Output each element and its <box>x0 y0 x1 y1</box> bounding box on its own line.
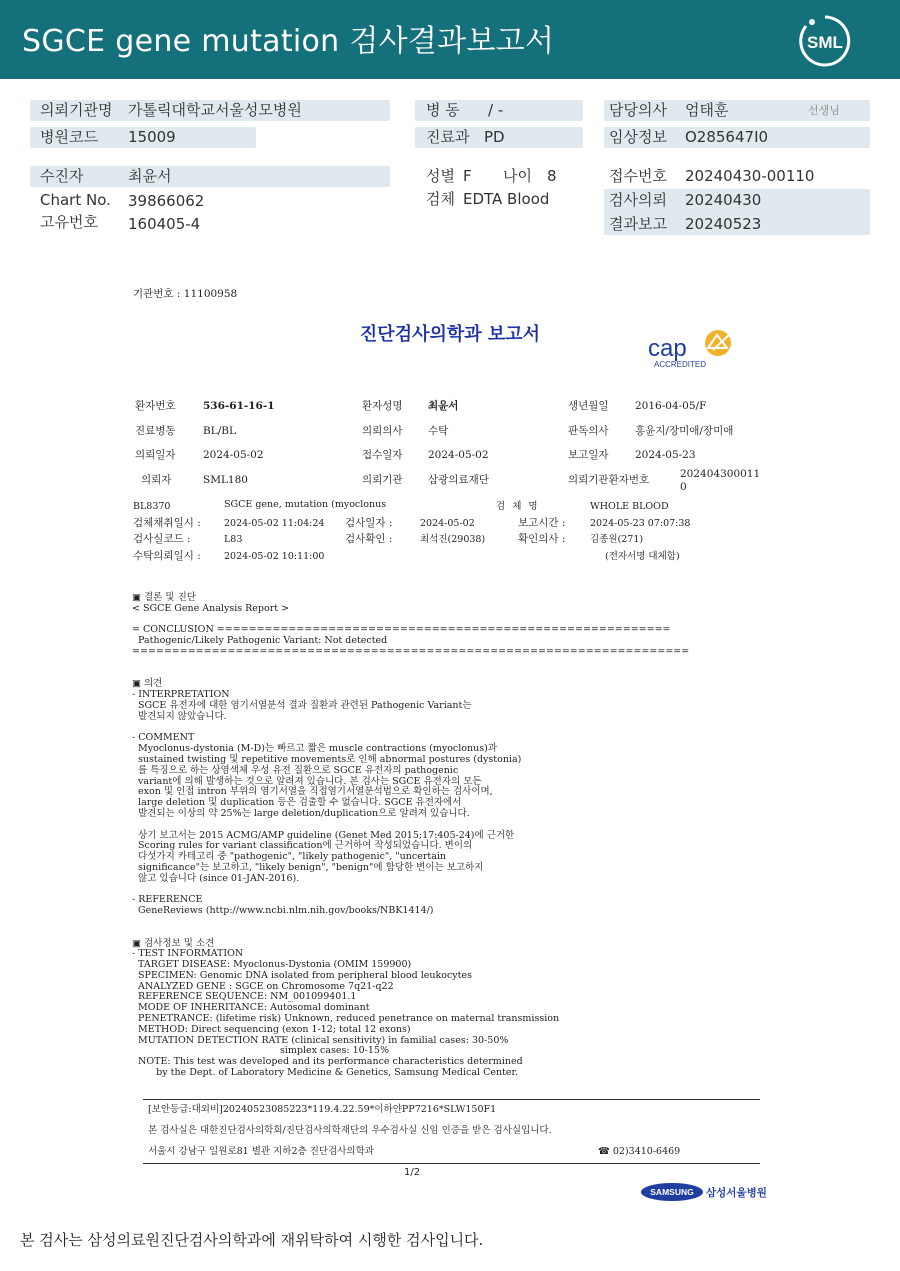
meta-reqdate-value: 2024-05-02 <box>203 449 264 461</box>
meta-patno-value: 536-61-16-1 <box>203 400 275 412</box>
collect-value: 2024-05-02 11:04:24 <box>224 518 325 529</box>
trust-label: 수탁의뢰일시 : <box>133 550 201 562</box>
chart-label: Chart No. <box>40 191 111 209</box>
meta-reqinst-label: 의뢰기관 <box>362 474 403 486</box>
specimen-value: EDTA Blood <box>463 190 550 208</box>
divider <box>143 1163 760 1164</box>
report-time-value: 2024-05-23 07:07:38 <box>590 518 691 529</box>
meta-requester-value: SML180 <box>203 474 248 486</box>
samsung-brand-text: SAMSUNG <box>650 1187 694 1197</box>
receipt-label: 접수번호 <box>609 167 667 185</box>
test-name: SGCE gene, mutation (myoclonus <box>224 499 387 510</box>
header-banner <box>0 0 900 79</box>
test-code: BL8370 <box>133 501 171 512</box>
sml-logo-text: SML <box>807 33 843 52</box>
cap-accredited-text: ACCREDITED <box>654 360 707 369</box>
receipt-value: 20240430-00110 <box>685 167 815 185</box>
meta-ward-label: 진료병동 <box>135 425 176 437</box>
page-title: SGCE gene mutation 검사결과보고서 <box>22 24 555 59</box>
age-label: 나이 <box>503 167 532 185</box>
meta-ward-value: BL/BL <box>203 425 236 437</box>
meta-requester-label: 의뢰자 <box>141 474 172 486</box>
test-spec-value: WHOLE BLOOD <box>590 501 669 512</box>
doc-value: 김종원(271) <box>590 534 644 545</box>
phone-line: ☎ 02)3410-6469 <box>598 1146 681 1157</box>
report-body: ▣ 결론 및 진단 < SGCE Gene Analysis Report > = CONCLUSION ========================================================= Pathogenic/Likely Pathogenic Variant: Not detected ====================================================================== ▣ 의견 - INTERPRETATION SGCE 유전자에 대한 염기서열분석 결과 질환과 관련된 Pathogenic Variant는 발견되지 않았습니다. - COMMENT Myoclonus-dystonia (M-D)는 빠르고 짧은 muscle contractions (myoclonus)과 sustained twisting 및 repetitive movements로 인해 abnormal postures (dystonia) 를 특징으로 하는 상염색체 우성 유전 질환으로 SGCE 유전자의 pathogenic variant에 의해 발생하는 것으로 알려져 있습니다. 본 검사는 SGCE 유전자의 모든 exon 및 인접 intron 부위의 염기서열을 직접염기서열분석법으로 확인하는 검사이며, large deletion 및 duplication 등은 검출할 수 없습니다. SGCE 유전자에서 발견되는 이상의 약 25%는 large deletion/duplication으로 알려져 있습니다. 상기 보고서는 2015 ACMG/AMP guideline (Genet Med 2015;17:405-24)에 근거한 Scoring rules for variant classification에 근거하여 작성되었습니다. 변이의 다섯가지 카테고리 중 "pathogenic", "likely pathogenic", "uncertain significance"는 보고하고, "likely benign", "benign"에 합당한 변이는 보고하지 않고 있습니다 (since 01-JAN-2016). - REFERENCE GeneReviews (http://www.ncbi.nlm.nih.gov/books/NBK1414/) ▣ 검사정보 및 소견 - TEST INFORMATION TARGET DISEASE: Myoclonus-Dystonia (OMIM 159900) SPECIMEN: Genomic DNA isolated from peripheral blood leukocytes ANALYZED GENE : SGCE on Chromosome 7q21-q22 REFERENCE SEQUENCE: NM_001099401.1 MODE OF INHERITANCE: Autosomal dominant PENETRANCE: (lifetime risk) Unknown, reduced penetrance on maternal transmission METHOD: Direct sequencing (exon 1-12; total 12 exons) MUTATION DETECTION RATE (clinical sensitivity) in familial cases: 30-50% simplex cases: 10-15% NOTE: This test was developed and its performance characteristics determined by the Dept. of Laboratory Medicine & Genetics, Samsung Medical Center. <box>132 592 690 1079</box>
request-value: 20240430 <box>685 191 762 209</box>
doc-label: 확인의사 : <box>518 533 566 545</box>
dept-value: PD <box>484 128 505 146</box>
meta-instpat-value-2: 0 <box>680 481 687 493</box>
sex-label: 성별 <box>426 167 455 185</box>
esign-note: (전자서명 대체함) <box>605 551 680 562</box>
exam-value: 2024-05-02 <box>420 518 475 529</box>
request-label: 검사의뢰 <box>609 191 667 209</box>
meta-instpat-label: 의뢰기관환자번호 <box>568 474 650 486</box>
room-label: 검사실코드 : <box>133 533 191 545</box>
report-value: 20240523 <box>685 215 762 233</box>
dept-label: 진료과 <box>426 128 470 146</box>
specimen-label: 검체 <box>426 190 455 208</box>
samsung-hospital-text: 삼성서울병원 <box>706 1187 767 1199</box>
ward-value: / - <box>488 101 504 119</box>
address-line: 서울시 강남구 일원로81 별관 지하2층 진단검사의학과 <box>148 1146 374 1157</box>
room-value: L83 <box>224 534 243 545</box>
footer-note: 본 검사는 삼성의료원진단검사의학과에 재위탁하여 시행한 검사입니다. <box>20 1231 484 1249</box>
meta-reader-label: 판독의사 <box>568 425 609 437</box>
meta-instpat-value: 202404300011 <box>680 468 761 480</box>
cap-text: cap <box>648 335 687 362</box>
meta-name-label: 환자성명 <box>362 400 403 412</box>
ward-label: 병 동 <box>426 101 460 119</box>
report-title: 진단검사의학과 보고서 <box>359 324 541 345</box>
report-label: 결과보고 <box>609 215 667 233</box>
chart-value: 39866062 <box>128 192 205 210</box>
page-number: 1/2 <box>404 1167 421 1178</box>
meta-reader-value: 홍윤지/장미애/장미애 <box>635 425 734 437</box>
meta-reqdate-label: 의뢰일자 <box>135 449 176 461</box>
clinical-label: 임상정보 <box>609 128 667 146</box>
unique-label: 고유번호 <box>40 213 98 231</box>
meta-recvdate-label: 접수일자 <box>362 449 403 461</box>
sex-value: F <box>463 167 472 185</box>
unique-value: 160405-4 <box>128 215 201 233</box>
clinical-value: O285647I0 <box>685 128 769 146</box>
confirm-value: 최석진(29038) <box>420 534 486 545</box>
info-box <box>30 166 390 187</box>
trust-value: 2024-05-02 10:11:00 <box>224 551 325 562</box>
test-spec-label: 검 체 명 <box>496 501 540 512</box>
meta-recvdate-value: 2024-05-02 <box>428 449 489 461</box>
exam-label: 검사일자 : <box>345 517 393 529</box>
meta-reqdoc-label: 의뢰의사 <box>362 425 403 437</box>
confirm-label: 검사확인 : <box>345 533 393 545</box>
code-label: 병원코드 <box>40 128 98 146</box>
meta-birth-label: 생년월일 <box>568 400 609 412</box>
sml-logo-icon <box>798 14 852 68</box>
hospital-label: 의뢰기관명 <box>40 101 113 119</box>
patient-value: 최윤서 <box>128 167 172 185</box>
meta-birth-value: 2016-04-05/F <box>635 400 707 412</box>
meta-name-value: 최윤서 <box>428 400 459 412</box>
code-value: 15009 <box>128 128 176 146</box>
institution-number: 기관번호 : 11100958 <box>133 288 238 300</box>
hospital-value: 가톨릭대학교서울성모병원 <box>128 101 302 119</box>
certification-line: 본 검사실은 대한진단검사의학회/진단검사의학재단의 우수검사실 신임 인증을 받은 검사실입니다. <box>148 1125 552 1136</box>
meta-reqinst-value: 삼광의료재단 <box>428 474 489 486</box>
meta-repdate-label: 보고일자 <box>568 449 609 461</box>
meta-patno-label: 환자번호 <box>135 400 176 412</box>
meta-reqdoc-value: 수탁 <box>428 425 449 437</box>
collect-label: 검체채취일시 : <box>133 517 201 529</box>
meta-repdate-value: 2024-05-23 <box>635 449 696 461</box>
divider <box>143 1099 760 1100</box>
patient-label: 수진자 <box>40 167 84 185</box>
report-time-label: 보고시간 : <box>518 517 566 529</box>
doctor-suffix: 선생님 <box>808 104 840 117</box>
age-value: 8 <box>547 167 557 185</box>
doctor-value: 엄태훈 <box>685 101 729 119</box>
security-line: [보안등급:대외비]20240523085223*119.4.22.59*이하얀PP7216*SLW150F1 <box>148 1104 497 1115</box>
cap-accredited-logo <box>645 328 740 370</box>
doctor-label: 담당의사 <box>609 101 667 119</box>
samsung-hospital-logo <box>640 1181 768 1203</box>
